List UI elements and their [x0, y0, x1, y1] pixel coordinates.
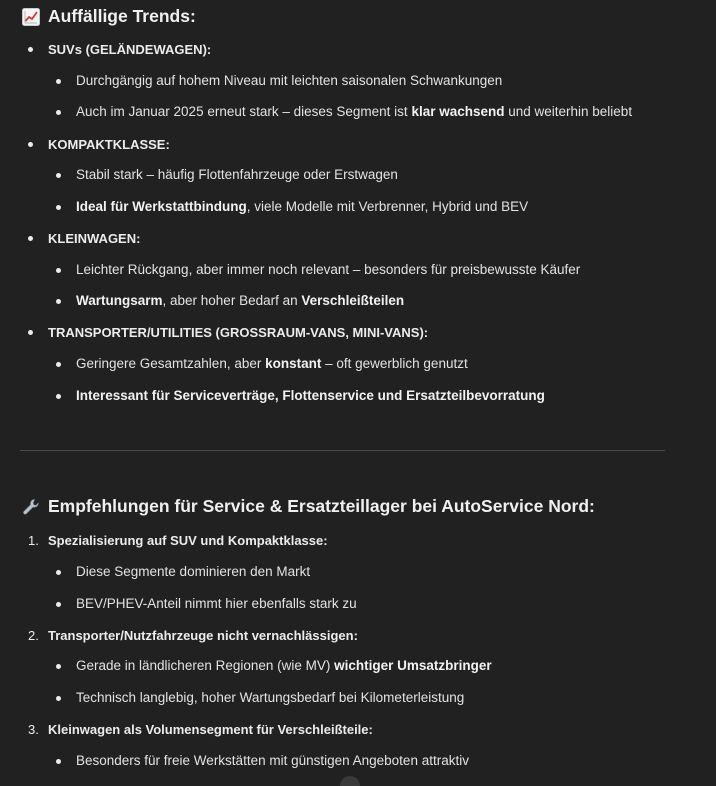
text-run: Gerade in ländlicheren Regionen (wie MV): [76, 658, 335, 673]
list-item-text: [76, 658, 492, 673]
trends-heading: [22, 6, 196, 27]
segment-label: KOMPAKTKLASSE:: [48, 137, 170, 152]
text-run: Besonders für freie Werkstätten mit günstigen Angeboten attraktiv: [76, 753, 469, 768]
bullet: [28, 330, 33, 335]
list-item-text: [76, 167, 398, 182]
list-item-text: [76, 753, 469, 768]
segment-kompaktklasse: [48, 137, 170, 152]
list-item: [76, 356, 468, 371]
list-item: [76, 564, 310, 579]
recommendation-item-3: [28, 722, 373, 737]
segment-suv: [48, 42, 211, 57]
bullet: [28, 47, 33, 52]
emphasis-text: wichtiger Umsatzbringer: [334, 658, 492, 673]
text-run: , viele Modelle mit Verbrenner, Hybrid und BEV: [246, 199, 529, 214]
bullet: [56, 759, 61, 764]
text-run: , aber hoher Bedarf an: [162, 293, 302, 308]
list-item: [76, 293, 404, 308]
list-item-text: [76, 262, 580, 277]
bullet: [56, 79, 61, 84]
list-item-text: [76, 564, 310, 579]
recommendation-item-1: [28, 533, 328, 548]
segment-label: SUVs (GELÄNDEWAGEN):: [48, 42, 212, 57]
text-run: Stabil stark – häufig Flottenfahrzeuge oder Erstwagen: [76, 167, 398, 182]
list-item: [76, 753, 469, 768]
bullet: [56, 173, 61, 178]
wrench-icon: [22, 498, 40, 516]
list-item-text: [76, 690, 464, 705]
list-item: [76, 690, 464, 705]
list-item-text: [76, 73, 502, 88]
bullet: [56, 696, 61, 701]
list-item: [76, 262, 580, 277]
bullet: [56, 110, 61, 115]
list-number: 2.: [28, 628, 39, 643]
bullet: [28, 236, 33, 241]
recommendations-title: Empfehlungen für Service & Ersatzteillager bei AutoService Nord:: [48, 496, 595, 516]
scroll-to-bottom-button[interactable]: [340, 776, 360, 786]
segment-label: KLEINWAGEN:: [48, 231, 141, 246]
recommendation-title: Transporter/Nutzfahrzeuge nicht vernachlässigen:: [48, 628, 358, 643]
text-run: Diese Segmente dominieren den Markt: [76, 564, 311, 579]
bullet: [56, 570, 61, 575]
list-item-text: [76, 104, 632, 119]
list-item-text: [76, 356, 468, 371]
list-item: [76, 104, 632, 119]
text-run: BEV/PHEV-Anteil nimmt hier ebenfalls stark zu: [76, 596, 357, 611]
list-item-text: [76, 199, 528, 214]
chart-increasing-icon: [22, 8, 40, 26]
emphasis-text: Interessant für Serviceverträge, Flottenservice und Ersatzteilbevorratung: [76, 388, 545, 403]
text-run: Durchgängig auf hohem Niveau mit leichten saisonalen Schwankungen: [76, 73, 503, 88]
bullet: [56, 602, 61, 607]
list-number: 1.: [28, 533, 39, 548]
emphasis-text: Ideal für Werkstattbindung: [76, 199, 247, 214]
list-item: [76, 388, 545, 403]
list-item: [76, 73, 502, 88]
list-item: [76, 167, 398, 182]
bullet: [56, 362, 61, 367]
recommendation-title: Kleinwagen als Volumensegment für Verschleißteile:: [48, 722, 373, 737]
recommendation-item-2: [28, 628, 358, 643]
text-run: und weiterhin beliebt: [504, 104, 633, 119]
segment-transporter: [48, 325, 428, 340]
bullet: [56, 205, 61, 210]
bullet: [56, 664, 61, 669]
text-run: – oft gewerblich genutzt: [321, 356, 468, 371]
list-item: [76, 596, 357, 611]
text-run: Geringere Gesamtzahlen, aber: [76, 356, 266, 371]
list-item: [76, 658, 492, 673]
segment-label: TRANSPORTER/UTILITIES (GROSSRAUM-VANS, MINI-VANS):: [48, 325, 429, 340]
text-run: Auch im Januar 2025 erneut stark – dieses Segment ist: [76, 104, 412, 119]
trends-title: Auffällige Trends:: [48, 6, 196, 26]
text-run: Leichter Rückgang, aber immer noch relevant – besonders für preisbewusste Käufer: [76, 262, 581, 277]
emphasis-text: Wartungsarm: [76, 293, 163, 308]
text-run: Technisch langlebig, hoher Wartungsbedarf bei Kilometerleistung: [76, 690, 465, 705]
list-item: [76, 199, 528, 214]
segment-kleinwagen: [48, 231, 140, 246]
section-divider: [20, 450, 665, 451]
bullet: [56, 268, 61, 273]
recommendations-heading: [22, 496, 595, 517]
list-number: 3.: [28, 722, 39, 737]
bullet: [28, 142, 33, 147]
recommendation-title: Spezialisierung auf SUV und Kompaktklasse:: [48, 533, 328, 548]
emphasis-text: klar wachsend: [411, 104, 505, 119]
emphasis-text: konstant: [265, 356, 322, 371]
list-item-text: [76, 388, 545, 403]
bullet: [56, 394, 61, 399]
emphasis-text: Verschleißteilen: [301, 293, 405, 308]
list-item-text: [76, 293, 404, 308]
list-item-text: [76, 596, 357, 611]
bullet: [56, 299, 61, 304]
